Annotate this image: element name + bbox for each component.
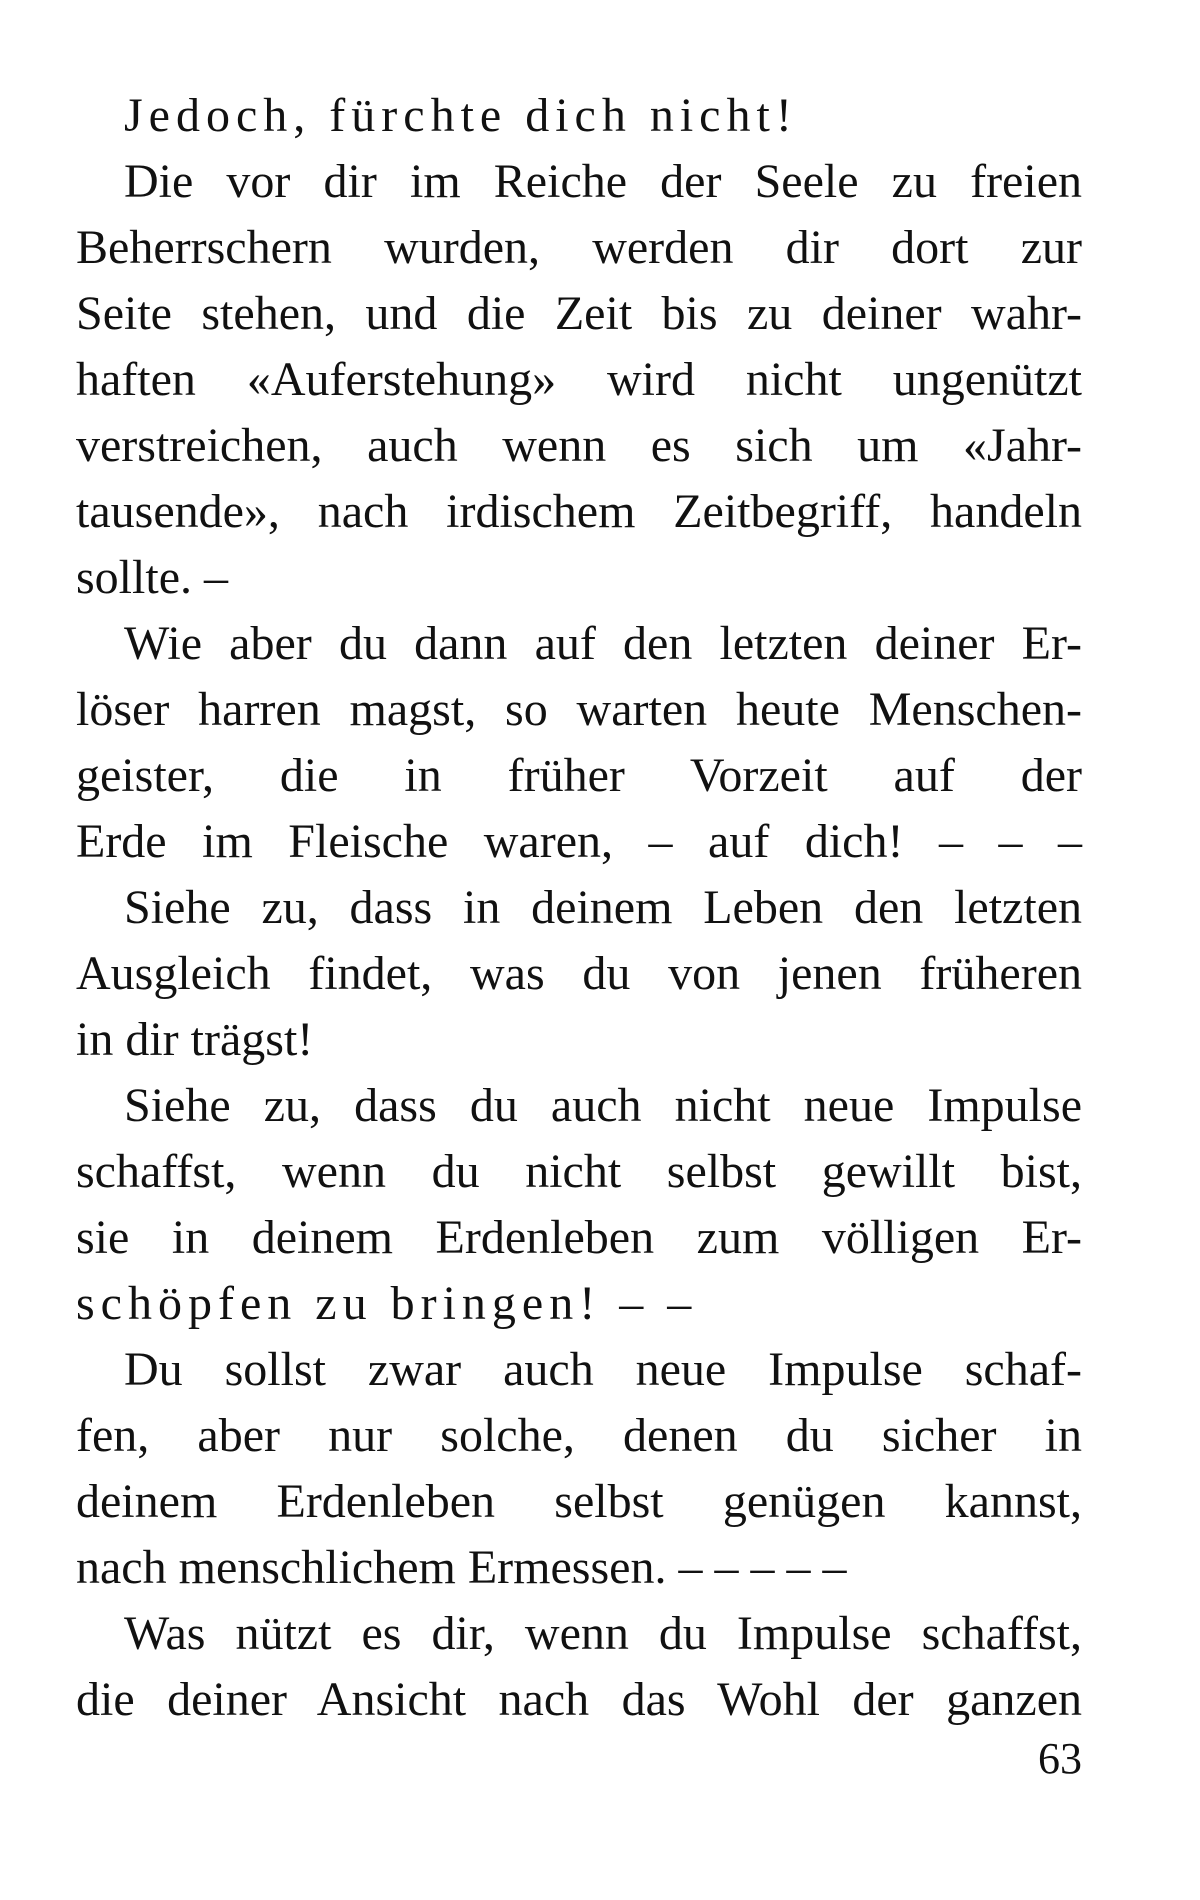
text-line: haften «Auferstehung» wird nicht ungenützt (76, 353, 1082, 406)
text-line: Seite stehen, und die Zeit bis zu deiner wahr- (76, 287, 1082, 340)
text-line: geister, die in früher Vorzeit auf der (76, 749, 1082, 802)
text-line: Was nützt es dir, wenn du Impulse schaffst, (124, 1607, 1082, 1660)
text-line: Jedoch, fürchte dich nicht! (124, 89, 798, 142)
text-line: schöpfen zu bringen! – – (76, 1277, 698, 1330)
text-line: deinem Erdenleben selbst genügen kannst, (76, 1475, 1082, 1528)
text-line: nach menschlichem Ermessen. – – – – – (76, 1541, 847, 1594)
text-line: die deiner Ansicht nach das Wohl der ganzen (76, 1673, 1082, 1726)
text-line: Siehe zu, dass du auch nicht neue Impulse (124, 1079, 1082, 1132)
text-line: Du sollst zwar auch neue Impulse schaf- (124, 1343, 1082, 1396)
page-number: 63 (1038, 1734, 1082, 1783)
text-line: fen, aber nur solche, denen du sicher in (76, 1409, 1082, 1462)
text-line: sie in deinem Erdenleben zum völligen Er- (76, 1211, 1082, 1264)
text-line: schaffst, wenn du nicht selbst gewillt bist, (76, 1145, 1082, 1198)
text-line: löser harren magst, so warten heute Menschen- (76, 683, 1082, 736)
text-line: Wie aber du dann auf den letzten deiner Er- (124, 617, 1082, 670)
text-line: tausende», nach irdischem Zeitbegriff, handeln (76, 485, 1082, 538)
text-line: in dir trägst! (76, 1013, 314, 1066)
text-line: Beherrschern wurden, werden dir dort zur (76, 221, 1082, 274)
text-line: Ausgleich findet, was du von jenen früheren (76, 947, 1082, 1000)
text-line: Siehe zu, dass in deinem Leben den letzten (124, 881, 1082, 934)
text-line: Erde im Fleische waren, – auf dich! – – – (76, 815, 1082, 868)
text-line: sollte. – (76, 551, 228, 604)
text-line: Die vor dir im Reiche der Seele zu freien (124, 155, 1082, 208)
text-line: verstreichen, auch wenn es sich um «Jahr- (76, 419, 1082, 472)
